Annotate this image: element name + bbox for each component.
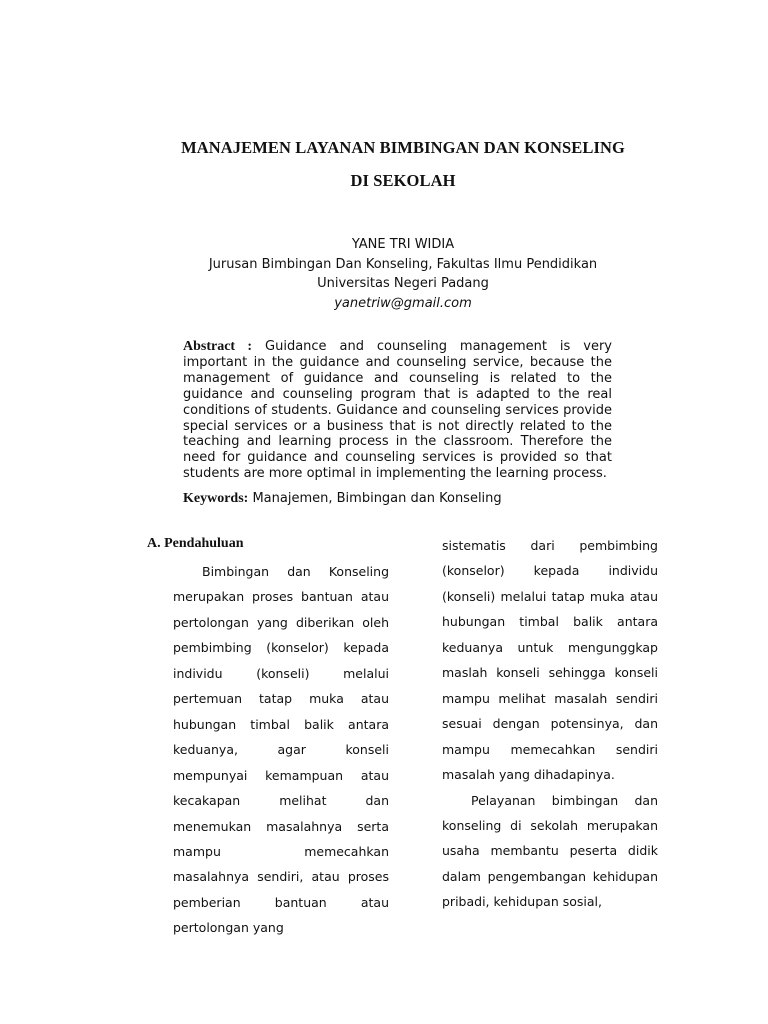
author-university: Universitas Negeri Padang	[317, 276, 489, 291]
body-paragraph: Bimbingan dan Konseling merupakan proses bantuan atau pertolongan yang diberikan oleh pembimbing (konselor) kepada individu (konseli) melalui pertemuan tatap muka atau hubungan timbal balik antara keduanya, agar konseli mempunyai kemampuan atau kecakapan melihat dan menemukan masalahnya serta mampu memecahkan masalahnya sendiri, atau proses pemberian bantuan atau pertolongan yang	[173, 564, 389, 936]
body-column-right	[442, 533, 658, 915]
author-block	[0, 235, 768, 313]
paper-title-line-1: MANAJEMEN LAYANAN BIMBINGAN DAN KONSELING	[181, 138, 625, 157]
abstract-label: Abstract :	[183, 339, 253, 354]
author-email: yanetriw@gmail.com	[334, 295, 472, 311]
body-column-left	[173, 559, 389, 941]
keywords-text: Manajemen, Bimbingan dan Konseling	[252, 491, 502, 506]
section-heading: A. Pendahuluan	[147, 536, 244, 551]
paper-title-line-2: DI SEKOLAH	[350, 171, 456, 190]
abstract-text: Guidance and counseling management is very important in the guidance and counseling service, because the management of guidance and counseling is related to the guidance and counseling program that is adapted to the real conditions of students. Guidance and counseling services provide special services or a business that is not directly related to the teaching and learning process in the classroom. Therefore the need for guidance and counseling services is provided so that students are more optimal in implementing the learning process.	[183, 339, 612, 482]
author-department: Jurusan Bimbingan Dan Konseling, Fakultas Ilmu Pendidikan	[208, 256, 598, 272]
author-name: YANE TRI WIDIA	[351, 237, 455, 252]
keywords-label: Keywords:	[183, 491, 249, 506]
keywords	[183, 491, 612, 507]
abstract	[183, 339, 612, 482]
body-paragraph: sistematis dari pembimbing (konselor) kepada individu (konseli) melalui tatap muka atau hubungan timbal balik antara keduanya untuk mengunggkap maslah konseli sehingga konseli mampu melihat masalah sendiri sesuai dengan potensinya, dan mampu memecahkan sendiri masalah yang dihadapinya.	[442, 538, 658, 783]
body-paragraph: Pelayanan bimbingan dan konseling di sekolah merupakan usaha membantu peserta didik dalam pengembangan kehidupan pribadi, kehidupan sosial,	[442, 792, 658, 910]
